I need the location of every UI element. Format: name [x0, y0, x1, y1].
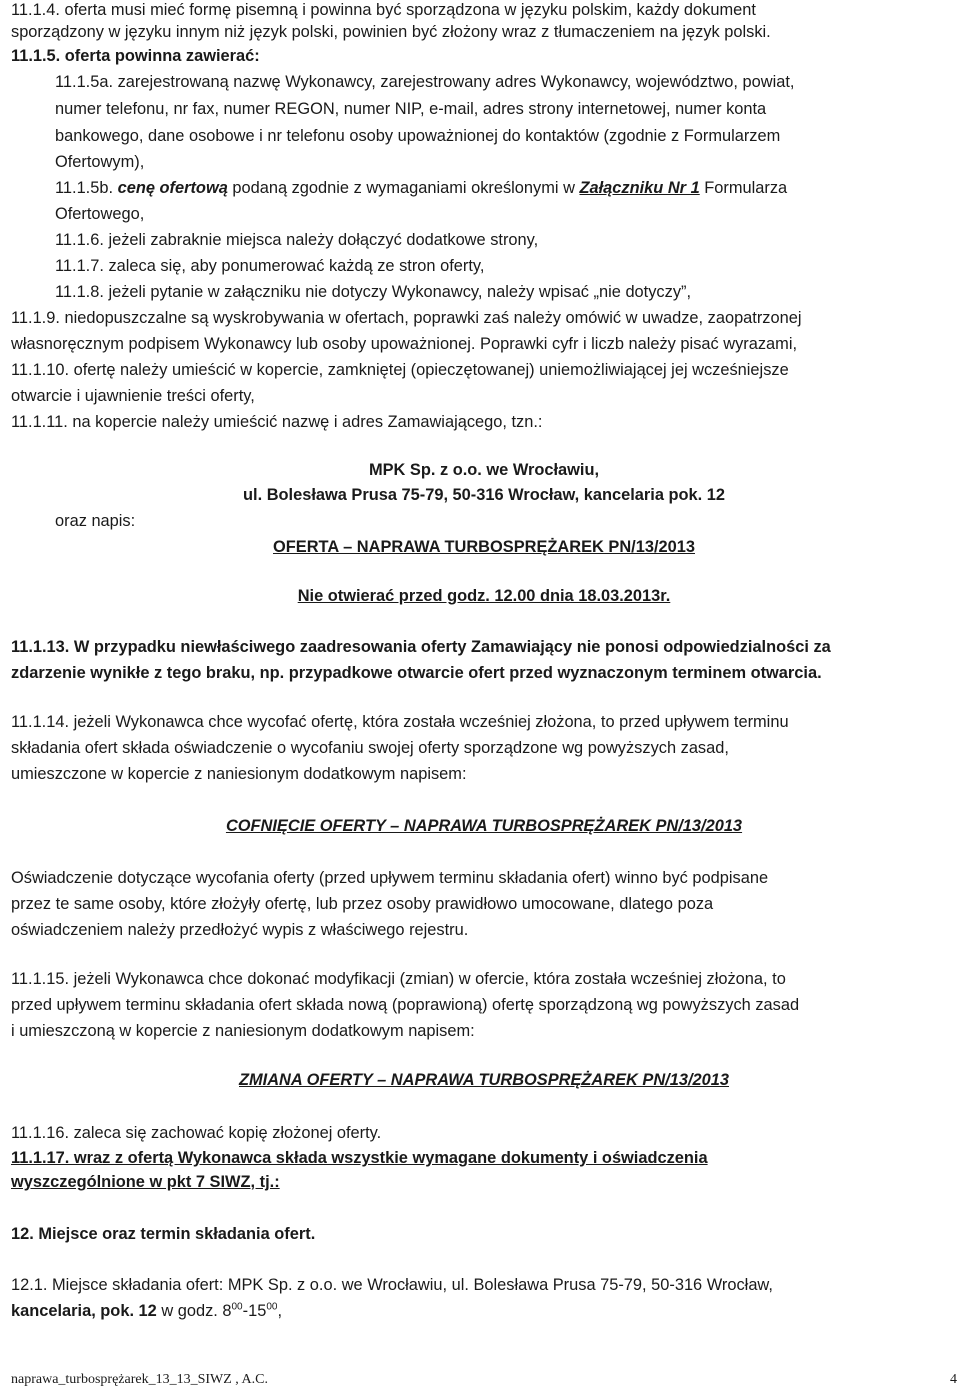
para-11-1-10-line1: 11.1.10. ofertę należy umieścić w kopercie, zamkniętej (opieczętowanej) uniemożliwiającej jej wcześniejsze [11, 361, 789, 379]
para-11-1-9-line1: 11.1.9. niedopuszczalne są wyskrobywania w ofertach, poprawki zaś należy omówić w uwadze, zaopatrzonej [11, 309, 802, 327]
para-11-1-5b-number: 11.1.5b. [55, 179, 114, 197]
para-11-1-15-line3: i umieszczoną w kopercie z naniesionym dodatkowym napisem: [11, 1022, 475, 1040]
para-11-1-5a-line1: 11.1.5a. zarejestrowaną nazwę Wykonawcy, zarejestrowany adres Wykonawcy, województwo, powiat, [55, 73, 795, 91]
withdrawal-statement-line2: przez te same osoby, które złożyły ofertę, lub przez osoby prawidłowo umocowane, dlatego poza [11, 895, 714, 913]
hours-prefix: w godz. 8 [156, 1302, 232, 1320]
para-11-1-15-line2: przed upływem terminu składania ofert składa nową (poprawioną) ofertę sporządzoną wg powyższych zasad [11, 996, 800, 1014]
para-11-1-10-line2: otwarcie i ujawnienie treści oferty, [11, 387, 255, 405]
para-11-1-15-line1: 11.1.15. jeżeli Wykonawca chce dokonać modyfikacji (zmian) w ofercie, która została wcześniej złożona, to [11, 970, 786, 988]
para-11-1-5a-line4: Ofertowym), [55, 153, 145, 171]
para-11-1-5a-line3: bankowego, dane osobowe i nr telefonu osoby upoważnionej do kontaktów (zgodnie z Formularzem [55, 127, 781, 145]
para-11-1-5: 11.1.5. oferta powinna zawierać: [11, 47, 260, 65]
hours-start-minutes: 00 [231, 1301, 243, 1313]
para-11-1-17-line2: wyszczególnione w pkt 7 SIWZ, tj.: [11, 1173, 280, 1191]
hours-end-minutes: 00 [266, 1301, 278, 1313]
office-room-bold: kancelaria, pok. 12 [11, 1302, 157, 1320]
para-11-1-9-line2: własnoręcznym podpisem Wykonawcy lub osoby upoważnionej. Poprawki cyfr i liczb należy pisać wyrazami, [11, 335, 798, 353]
footer-filename: naprawa_turbosprężarek_13_13_SIWZ , A.C. [11, 1372, 268, 1387]
page-number: 4 [950, 1372, 957, 1387]
para-11-1-5b-mid: podaną zgodnie z wymaganiami określonymi w [227, 179, 580, 197]
para-11-1-4-line2: sporządzony w języku innym niż język polski, powinien być złożony wraz z tłumaczeniem na język polski. [11, 23, 771, 41]
para-11-1-7: 11.1.7. zaleca się, aby ponumerować każdą ze stron oferty, [55, 257, 485, 275]
envelope-napis-label: oraz napis: [55, 512, 136, 530]
withdrawal-statement-line3: oświadczeniem należy przedłożyć wypis z właściwego rejestru. [11, 921, 469, 939]
envelope-recipient-name: MPK Sp. z o.o. we Wrocławiu, [368, 461, 600, 479]
hours-dash: -15 [242, 1302, 267, 1320]
offer-price-emphasis: cenę ofertową [117, 179, 228, 197]
para-11-1-5a-line2: numer telefonu, nr fax, numer REGON, numer NIP, e-mail, adres strony internetowej, numer konta [55, 100, 767, 118]
page-footer [11, 1372, 957, 1388]
hours-end-comma: , [277, 1302, 283, 1320]
para-11-1-14-line1: 11.1.14. jeżeli Wykonawca chce wycofać ofertę, która została wcześniej złożona, to przed upływem terminu [11, 713, 789, 731]
para-11-1-5b-tail: Formularza [699, 179, 788, 197]
para-12-1-line2 [11, 1299, 957, 1323]
para-11-1-13-line2: zdarzenie wynikłe z tego braku, np. przypadkowe otwarcie ofert przed wyznaczonym terminem otwarcia. [11, 664, 822, 682]
para-11-1-11: 11.1.11. na kopercie należy umieścić nazwę i adres Zamawiającego, tzn.: [11, 413, 543, 431]
attachment-1-reference: Załączniku Nr 1 [579, 179, 700, 197]
envelope-do-not-open-notice: Nie otwierać przed godz. 12.00 dnia 18.03.2013r. [297, 587, 671, 605]
envelope-oferta-heading: OFERTA – NAPRAWA TURBOSPRĘŻAREK PN/13/2013 [273, 538, 695, 556]
para-11-1-6: 11.1.6. jeżeli zabraknie miejsca należy dołączyć dodatkowe strony, [55, 231, 539, 249]
envelope-recipient-address: ul. Bolesława Prusa 75-79, 50-316 Wrocław, kancelaria pok. 12 [243, 486, 725, 504]
withdrawal-statement-line1: Oświadczenie dotyczące wycofania oferty (przed upływem terminu składania ofert) winno być podpisane [11, 869, 769, 887]
para-11-1-5b-line1 [55, 176, 957, 200]
para-11-1-4-line1: 11.1.4. oferta musi mieć formę pisemną i powinna być sporządzona w języku polskim, każdy dokument [11, 1, 756, 19]
para-11-1-17-line1: 11.1.17. wraz z ofertą Wykonawca składa wszystkie wymagane dokumenty i oświadczenia [11, 1149, 708, 1167]
para-11-1-14-line2: składania ofert składa oświadczenie o wycofaniu swojej oferty sporządzone wg powyższych zasad, [11, 739, 729, 757]
para-11-1-5b-line2: Ofertowego, [55, 205, 145, 223]
para-11-1-8: 11.1.8. jeżeli pytanie w załączniku nie dotyczy Wykonawcy, należy wpisać „nie dotyczy”, [55, 283, 692, 301]
withdrawal-heading: COFNIĘCIE OFERTY – NAPRAWA TURBOSPRĘŻAREK PN/13/2013 [225, 817, 743, 835]
section-12-heading: 12. Miejsce oraz termin składania ofert. [11, 1225, 316, 1243]
para-12-1-line1: 12.1. Miejsce składania ofert: MPK Sp. z o.o. we Wrocławiu, ul. Bolesława Prusa 75-79, 50-316 Wrocław, [11, 1276, 773, 1294]
modification-heading: ZMIANA OFERTY – NAPRAWA TURBOSPRĘŻAREK PN/13/2013 [239, 1071, 729, 1089]
para-11-1-16: 11.1.16. zaleca się zachować kopię złożonej oferty. [11, 1124, 382, 1142]
para-11-1-14-line3: umieszczone w kopercie z naniesionym dodatkowym napisem: [11, 765, 467, 783]
para-11-1-13-line1: 11.1.13. W przypadku niewłaściwego zaadresowania oferty Zamawiający nie ponosi odpowiedzialności za [11, 638, 831, 656]
